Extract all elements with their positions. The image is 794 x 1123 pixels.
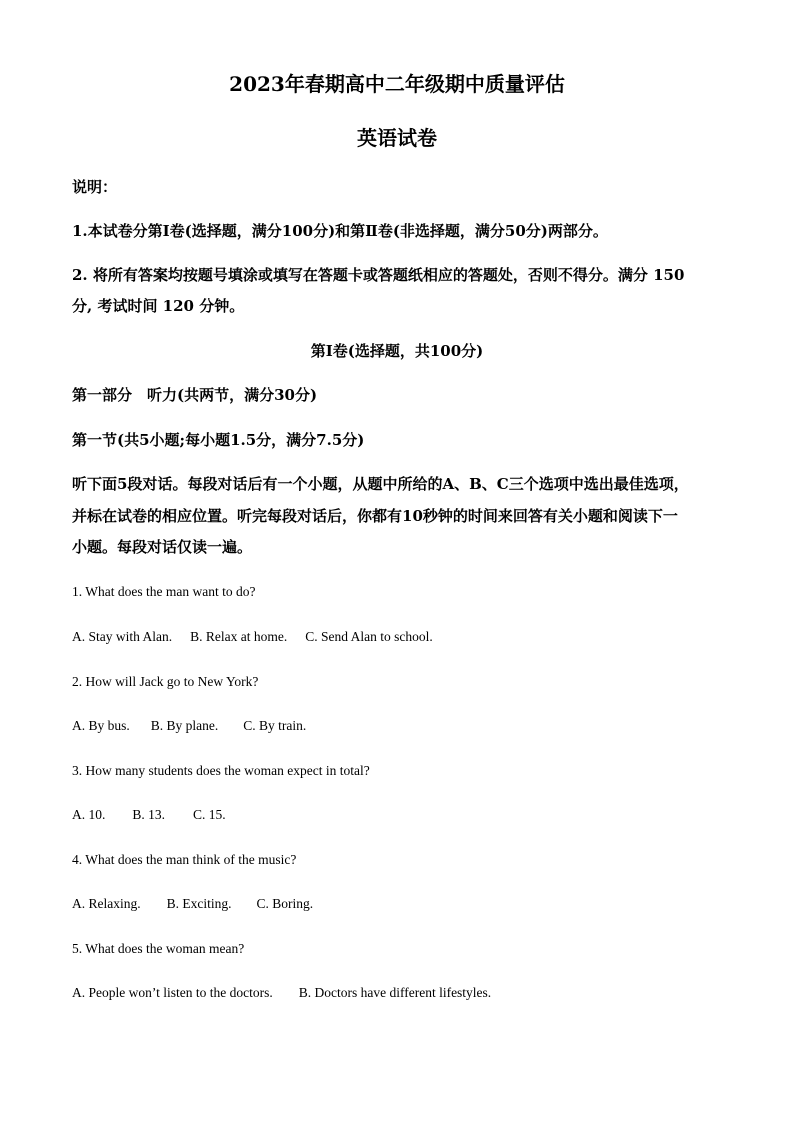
question-3-stem: 3. How many students does the woman expect in total? [72, 763, 370, 778]
question-2-options [72, 719, 306, 733]
instructions-heading: 说明： [72, 178, 118, 196]
question-3-option-a: A. 10. [72, 807, 106, 822]
instruction-item-2-line-2: 分, 考试时间 120 分钟。 [72, 297, 245, 315]
question-1-stem: 1. What does the man want to do? [72, 584, 256, 599]
question-1-options [72, 630, 433, 644]
directions-line-3: 小题。每段对话仅读一遍。 [72, 538, 253, 556]
instruction-item-1: 1.本试卷分第Ⅰ卷(选择题，满分100分)和第Ⅱ卷(非选择题，满分50分)两部分。 [72, 222, 608, 240]
question-5-options [72, 986, 491, 1000]
question-1-option-b: B. Relax at home. [190, 629, 288, 644]
question-5-option-a: A. People won’t listen to the doctors. [72, 985, 273, 1000]
directions-line-1: 听下面5段对话。每段对话后有一个小题，从题中所给的A、B、C三个选项中选出最佳选项， [72, 475, 689, 493]
page-title: 2023年春期高中二年级期中质量评估 [229, 72, 565, 96]
section-heading: 第一节(共5小题;每小题1.5分，满分7.5分) [72, 431, 365, 449]
question-4-stem: 4. What does the man think of the music? [72, 852, 297, 867]
directions-line-2: 并标在试卷的相应位置。听完每段对话后，你都有10秒钟的时间来回答有关小题和阅读下一 [72, 507, 678, 525]
question-3-option-b: B. 13. [132, 807, 166, 822]
question-5-option-b: B. Doctors have different lifestyles. [298, 985, 492, 1000]
question-1-option-a: A. Stay with Alan. [72, 629, 173, 644]
volume-heading: 第Ⅰ卷(选择题，共100分) [310, 342, 484, 360]
question-4-option-a: A. Relaxing. [72, 896, 141, 911]
question-2-option-c: C. By train. [243, 718, 307, 733]
question-2-option-a: A. By bus. [72, 718, 130, 733]
question-5-stem: 5. What does the woman mean? [72, 941, 245, 956]
question-2-stem: 2. How will Jack go to New York? [72, 674, 259, 689]
page-subtitle: 英语试卷 [357, 126, 437, 150]
part-heading: 第一部分 听力(共两节，满分30分) [72, 386, 318, 404]
question-3-options [72, 808, 226, 822]
question-1-option-c: C. Send Alan to school. [305, 629, 433, 644]
question-4-option-b: B. Exciting. [166, 896, 232, 911]
question-4-option-c: C. Boring. [256, 896, 314, 911]
question-2-option-b: B. By plane. [150, 718, 219, 733]
question-4-options [72, 897, 313, 911]
instruction-item-2-line-1: 2. 将所有答案均按题号填涂或填写在答题卡或答题纸相应的答题处，否则不得分。满分 150 [72, 266, 685, 284]
question-3-option-c: C. 15. [193, 807, 226, 822]
